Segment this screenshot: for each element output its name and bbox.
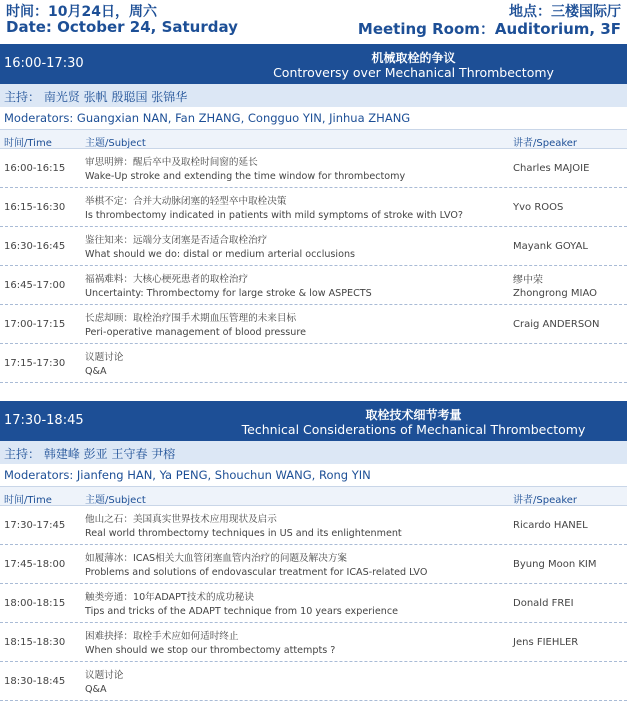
session-title-en: Controversy over Mechanical Thrombectomy [273, 65, 554, 80]
venue-zh: 地点：三楼国际厅 [509, 4, 621, 20]
row-topic-en: Peri-operative management of blood pressure [85, 327, 307, 338]
table-row [0, 188, 627, 227]
row-topic-zh: 议题讨论 [85, 670, 124, 681]
row-time: 18:30-18:45 [4, 676, 66, 687]
col-time: 时间/Time [4, 495, 52, 506]
session-1 [0, 44, 627, 383]
row-topic-en: Is thrombectomy indicated in patients with mild symptoms of stroke with LVO? [85, 210, 463, 221]
table-row [0, 266, 627, 305]
row-topic-en: When should we stop our thrombectomy attempts ? [85, 645, 336, 656]
row-topic-en: Tips and tricks of the ADAPT technique from 10 years experience [85, 606, 398, 617]
table-row [0, 506, 627, 545]
table-row [0, 227, 627, 266]
row-speaker: Craig ANDERSON [513, 319, 600, 330]
session-title-band [0, 401, 627, 441]
session-title-band [0, 44, 627, 84]
row-topic-zh: 举棋不定：合并大动脉闭塞的轻型卒中取栓决策 [85, 196, 287, 207]
row-topic-zh: 困难抉择：取栓手术应如何适时终止 [85, 631, 239, 642]
session-time: 16:00-17:30 [4, 56, 84, 71]
row-topic-zh: 议题讨论 [85, 352, 124, 363]
row-topic-en: Wake-Up stroke and extending the time window for thrombectomy [85, 171, 406, 182]
row-time: 17:30-17:45 [4, 520, 66, 531]
row-topic-zh: 如履薄冰：ICAS相关大血管闭塞血管内治疗的问题及解决方案 [85, 553, 348, 564]
row-speaker: Charles MAJOIE [513, 163, 590, 174]
row-time: 17:00-17:15 [4, 319, 66, 330]
chairs-zh: 主持： 韩建峰 彭亚 王守春 尹榕 [0, 441, 627, 464]
row-time: 17:45-18:00 [4, 559, 66, 570]
row-topic-en: Problems and solutions of endovascular treatment for ICAS-related LVO [85, 567, 428, 578]
row-topic-zh: 福祸难料：大核心梗死患者的取栓治疗 [85, 274, 249, 285]
col-time: 时间/Time [4, 138, 52, 149]
table-row [0, 623, 627, 662]
row-speaker: Byung Moon KIM [513, 559, 597, 570]
row-time: 16:45-17:00 [4, 280, 66, 291]
row-topic-en: Q&A [85, 366, 107, 377]
row-topic-zh: 审思明辨：醒后卒中及取栓时间窗的延长 [85, 157, 258, 168]
table-row [0, 662, 627, 701]
row-topic-zh: 他山之石：美国真实世界技术应用现状及启示 [85, 514, 277, 525]
col-subject: 主题/Subject [85, 138, 146, 149]
column-header [0, 130, 627, 149]
table-row [0, 305, 627, 344]
col-subject: 主题/Subject [85, 495, 146, 506]
col-speaker: 讲者/Speaker [513, 138, 578, 149]
session-2 [0, 401, 627, 701]
col-speaker: 讲者/Speaker [513, 495, 578, 506]
row-topic-en: Q&A [85, 684, 107, 695]
table-row [0, 149, 627, 188]
row-topic-en: What should we do: distal or medium arterial occlusions [85, 249, 356, 260]
column-header [0, 487, 627, 506]
page-header [4, 0, 623, 40]
session-title-zh: 机械取栓的争议 [371, 51, 456, 65]
row-time: 16:00-16:15 [4, 163, 66, 174]
table-row [0, 584, 627, 623]
moderators: Moderators: Jianfeng HAN, Ya PENG, Shouchun WANG, Rong YIN [0, 464, 627, 487]
session-time: 17:30-18:45 [4, 413, 84, 428]
date-en: Date: October 24, Saturday [6, 18, 238, 36]
venue-en: Meeting Room：Auditorium, 3F [357, 20, 621, 38]
row-topic-zh: 触类旁通：10年ADAPT技术的成功秘诀 [85, 592, 254, 603]
chairs-zh: 主持： 南光贤 张帆 殷聪国 张锦华 [0, 84, 627, 107]
row-time: 18:15-18:30 [4, 637, 66, 648]
row-speaker: Yvo ROOS [513, 202, 564, 213]
row-topic-en: Real world thrombectomy techniques in US and its enlightenment [85, 528, 402, 539]
table-row [0, 344, 627, 383]
date-zh: 时间：10月24日，周六 [6, 4, 157, 20]
row-topic-zh: 长虑却顾：取栓治疗围手术期血压管理的未来目标 [85, 313, 297, 324]
row-time: 18:00-18:15 [4, 598, 66, 609]
row-speaker-en: Zhongrong MIAO [513, 288, 597, 299]
row-speaker: Jens FIEHLER [513, 637, 579, 648]
session-title-en: Technical Considerations of Mechanical Thrombectomy [241, 422, 586, 437]
row-speaker: Donald FREI [513, 598, 574, 609]
row-time: 16:15-16:30 [4, 202, 66, 213]
row-speaker: Ricardo HANEL [513, 520, 588, 531]
table-row [0, 545, 627, 584]
row-topic-zh: 鉴往知来：远端分支闭塞是否适合取栓治疗 [85, 235, 268, 246]
row-speaker: Mayank GOYAL [513, 241, 588, 252]
row-speaker-zh: 缪中荣 [513, 275, 543, 286]
moderators: Moderators: Guangxian NAN, Fan ZHANG, Congguo YIN, Jinhua ZHANG [0, 107, 627, 130]
row-time: 16:30-16:45 [4, 241, 66, 252]
row-topic-en: Uncertainty: Thrombectomy for large stroke & low ASPECTS [85, 288, 372, 299]
session-title-zh: 取栓技术细节考量 [365, 408, 462, 422]
row-time: 17:15-17:30 [4, 358, 66, 369]
